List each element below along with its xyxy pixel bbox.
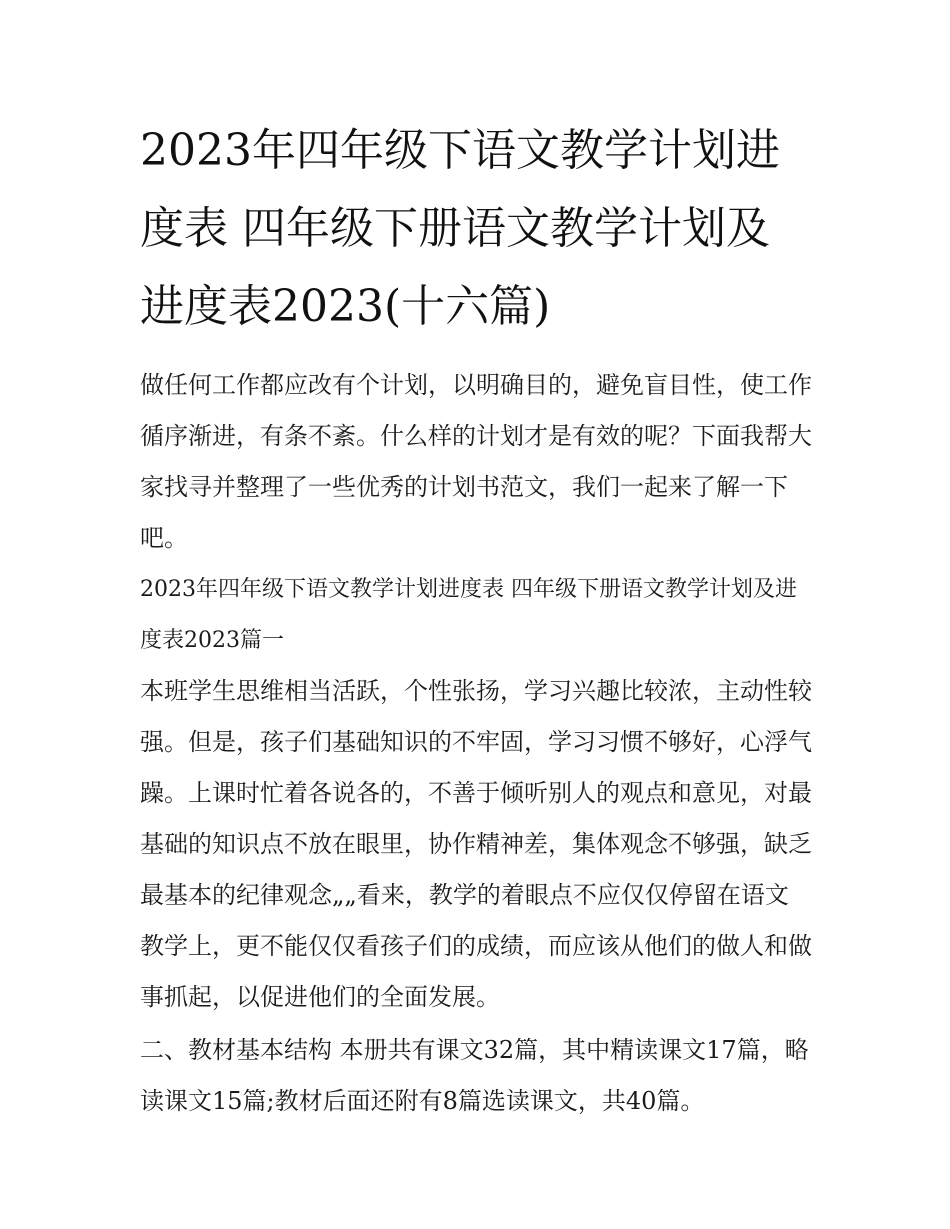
body-paragraph-textbook-structure: 二、教材基本结构 本册共有课文32篇，其中精读课文17篇，略读课文15篇;教材后面还附有8篇选读课文，共40篇。 <box>140 1036 809 1115</box>
section-heading: 2023年四年级下语文教学计划进度表 四年级下册语文教学计划及进度表2023篇一 <box>140 577 797 653</box>
document-page <box>140 112 812 1127</box>
intro-paragraph: 做任何工作都应改有个计划，以明确目的，避免盲目性，使工作循序渐进，有条不紊。什么样的计划才是有效的呢？下面我帮大家找寻并整理了一些优秀的计划书范文，我们一起来了解一下吧。 <box>140 371 812 552</box>
document-title: 2023年四年级下语文教学计划进度表 四年级下册语文教学计划及进度表2023(十六篇) <box>140 125 780 332</box>
body-paragraph-student-analysis: 本班学生思维相当活跃，个性张扬，学习兴趣比较浓，主动性较强。但是，孩子们基础知识的不牢固，学习习惯不够好，心浮气躁。上课时忙着各说各的，不善于倾听别人的观点和意见，对最基础的知识点不放在眼里，协作精神差，集体观念不够强，缺乏最基本的纪律观念„„看来，教学的着眼点不应仅仅停留在语文教学上，更不能仅仅看孩子们的成绩，而应该从他们的做人和做事抓起，以促进他们的全面发展。 <box>140 677 812 1011</box>
